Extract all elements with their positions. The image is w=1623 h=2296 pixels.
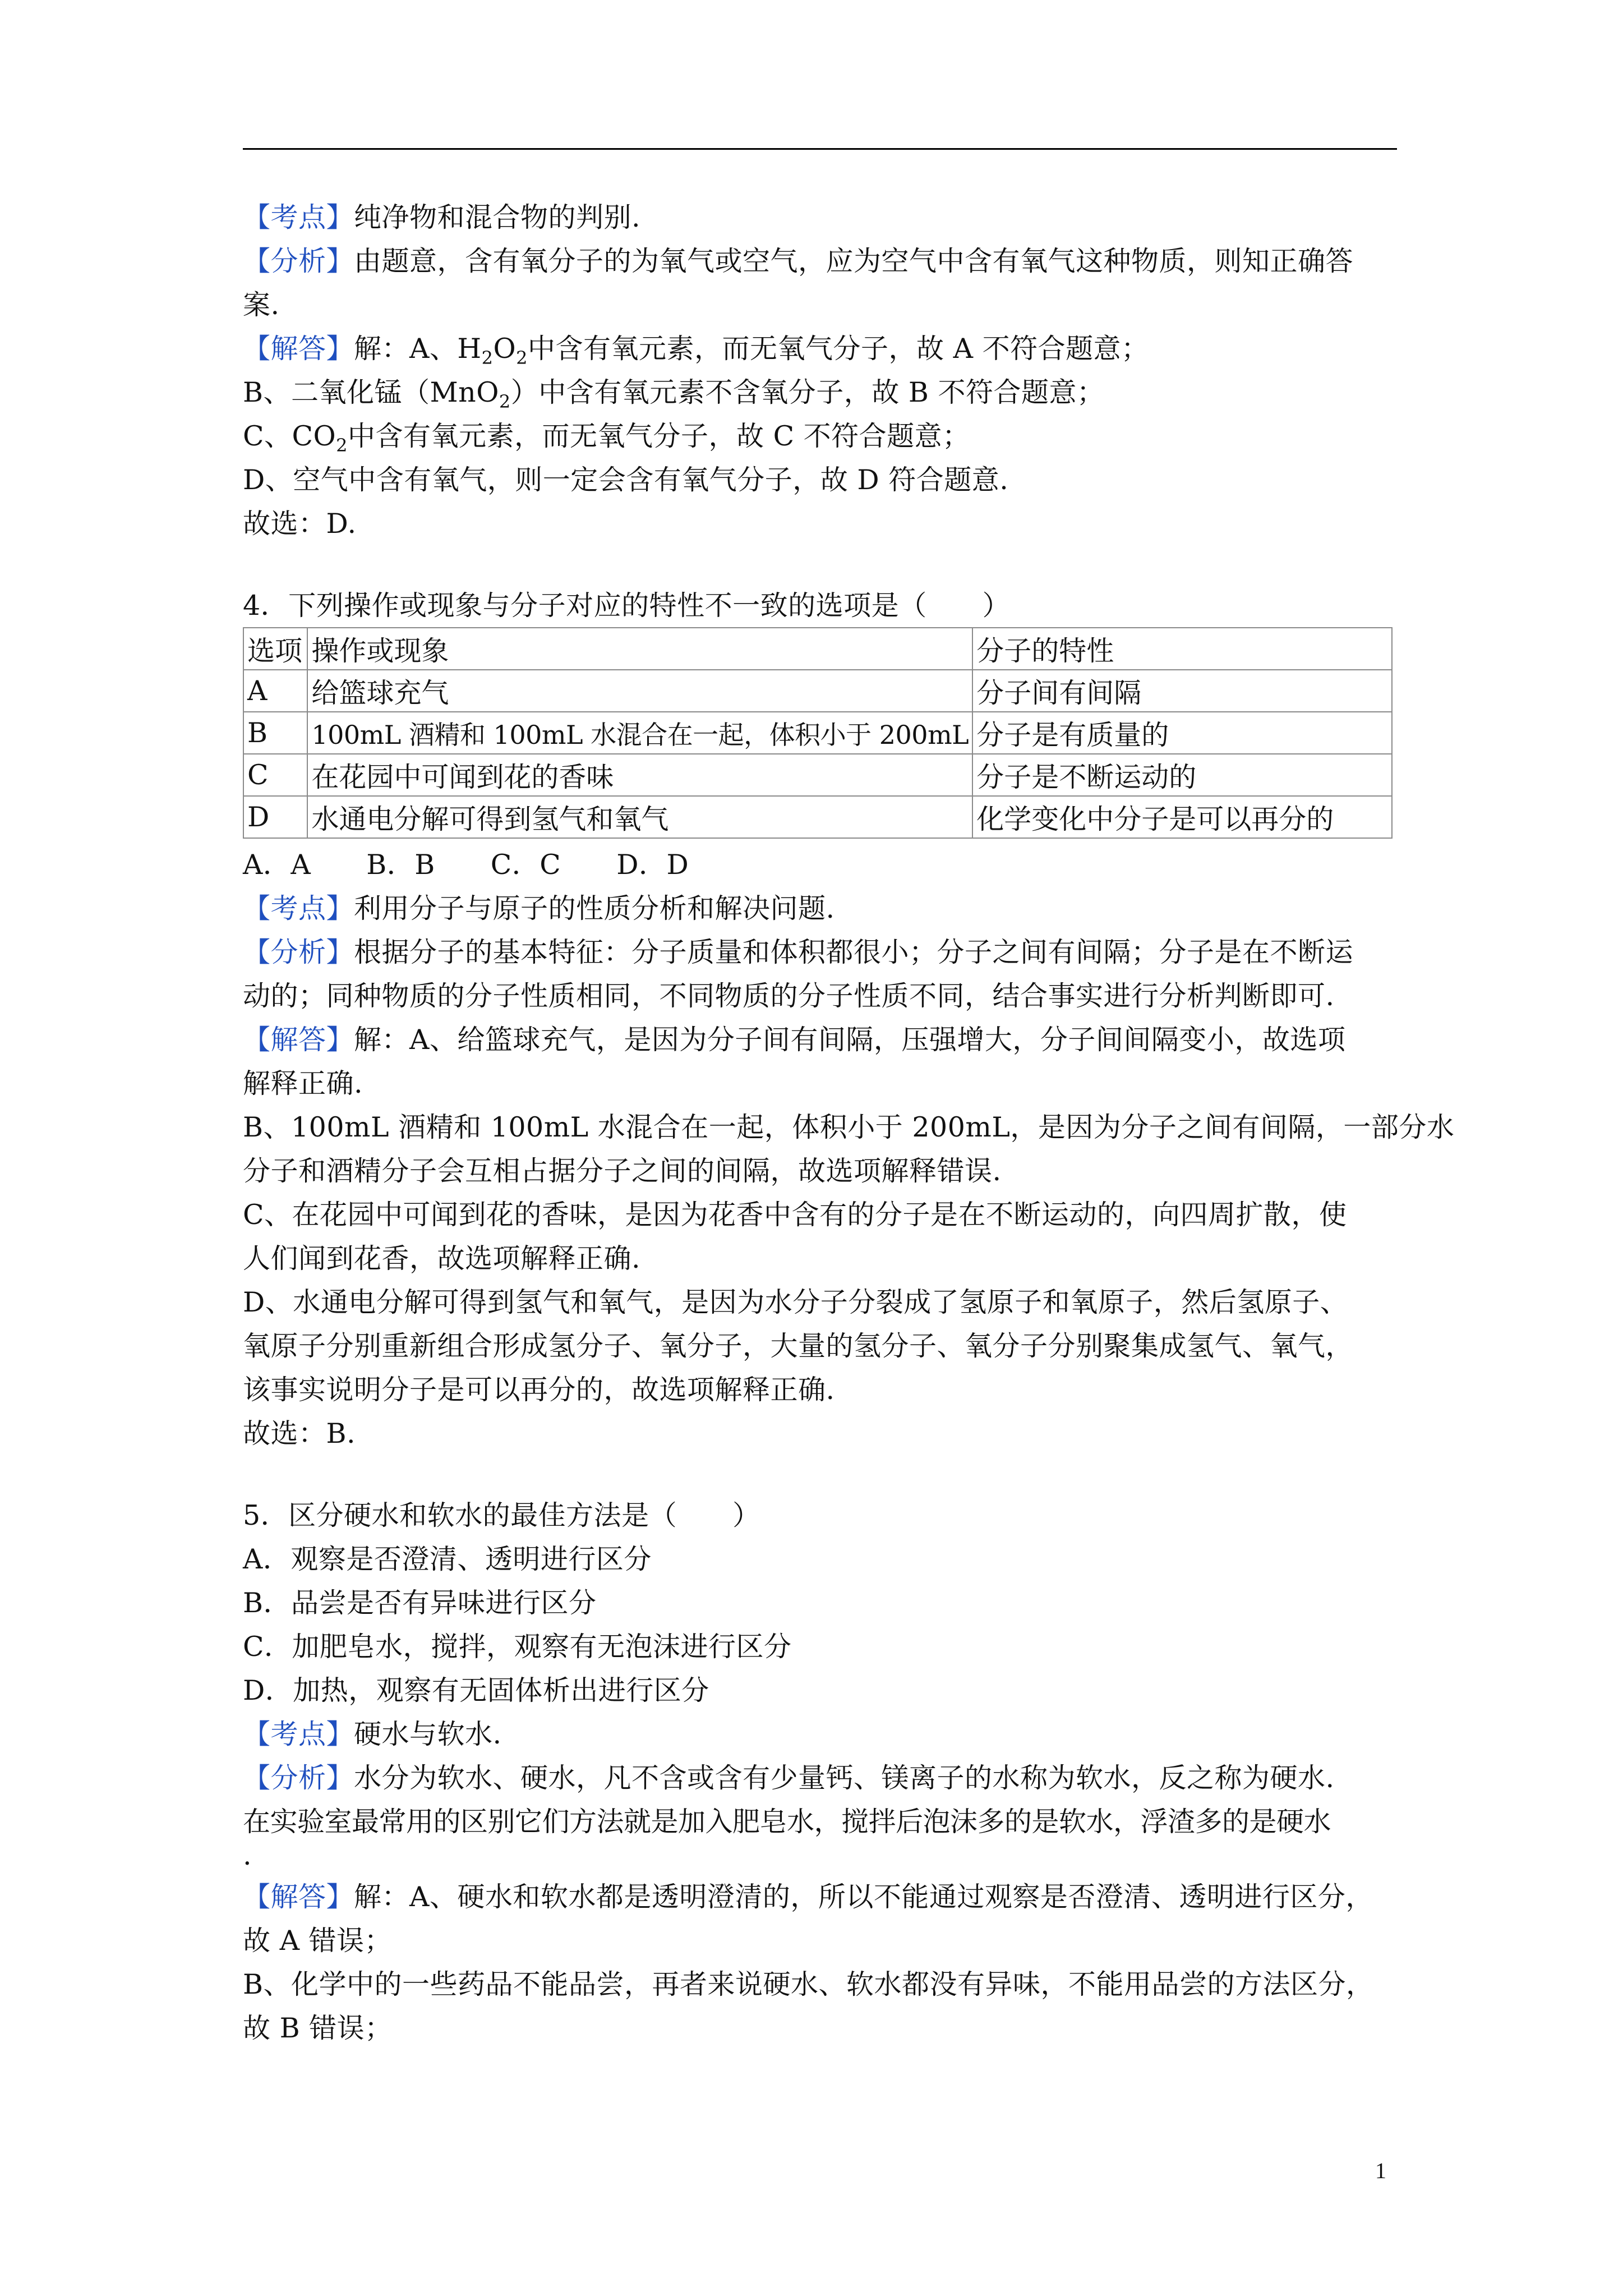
kaodian-tag: 【考点】: [243, 201, 354, 233]
table-cell: A: [243, 670, 307, 712]
jieda-tag: 【解答】: [243, 1881, 354, 1913]
table-row: [243, 754, 1392, 796]
q4-answer: 故选：B.: [243, 1418, 356, 1450]
q4-option-b-explanation: B、100mL 酒精和 100mL 水混合在一起，体积小于 200mL，是因为分子之间有间隔，一部分水: [243, 1111, 1455, 1143]
table-header-cell: 操作或现象: [307, 628, 972, 670]
q3-kaodian-line: [243, 196, 640, 239]
table-header-row: [243, 628, 1392, 670]
kaodian-tag: 【考点】: [243, 1718, 354, 1750]
q5-question: 5．区分硬水和软水的最佳方法是（ ）: [243, 1499, 760, 1531]
q4-table: [243, 627, 1393, 839]
q5-fenxi-line-2: 在实验室最常用的区别它们方法就是加入肥皂水，搅拌后泡沫多的是软水，浮渣多的是硬水: [243, 1806, 1331, 1838]
q5-jieda-line-2: 故 A 错误；: [243, 1925, 393, 1957]
q5-jieda-line: 【解答】解：A、硬水和软水都是透明澄清的，所以不能通过观察是否澄清、透明进行区分，: [243, 1881, 1373, 1913]
q4-kaodian-line: 【考点】利用分子与原子的性质分析和解决问题.: [243, 892, 835, 924]
table-cell: 给篮球充气: [307, 670, 972, 712]
table-header-cell: 分子的特性: [972, 628, 1392, 670]
table-cell: 100mL 酒精和 100mL 水混合在一起，体积小于 200mL: [307, 712, 972, 754]
q3-jieda-line: 【解答】解：A、$H_2O_2$中含有氧元素，而无氧气分子，故 A 不符合题意；: [243, 333, 1149, 369]
table-row: [243, 670, 1392, 712]
q4-option-d-explanation: D、水通电分解可得到氢气和氧气，是因为水分子分裂成了氢原子和氧原子，然后氢原子、: [243, 1286, 1348, 1318]
q3-answer: 故选：D.: [243, 508, 357, 540]
page-number: 1: [1375, 2158, 1386, 2183]
q4-option-b-explanation-2: 分子和酒精分子会互相占据分子之间的间隔，故选项解释错误.: [243, 1155, 1002, 1187]
jieda-tag: 【解答】: [243, 1024, 354, 1056]
table-cell: 化学变化中分子是可以再分的: [972, 796, 1392, 838]
q5-option-b-explanation: B、化学中的一些药品不能品尝，再者来说硬水、软水都没有异味，不能用品尝的方法区分，: [243, 1968, 1374, 2000]
q5-option-d: D．加热，观察有无固体析出进行区分: [243, 1674, 709, 1706]
table-cell: B: [243, 712, 307, 754]
q4-option-d-explanation-2: 氧原子分别重新组合形成氢分子、氧分子，大量的氢分子、氧分子分别聚集成氢气、氧气，: [243, 1330, 1354, 1362]
q4-option-c-explanation-2: 人们闻到花香，故选项解释正确.: [243, 1243, 641, 1274]
q4-option-c-explanation: C、在花园中可闻到花的香味，是因为花香中含有的分子是在不断运动的，向四周扩散，使: [243, 1199, 1347, 1231]
table-row: [243, 712, 1392, 754]
q5-option-b-explanation-2: 故 B 错误；: [243, 2012, 393, 2044]
table-cell: 分子是有质量的: [972, 712, 1392, 754]
fenxi-tag: 【分析】: [243, 936, 354, 968]
fenxi-text: 由题意，含有氧分子的为氧气或空气，应为空气中含有氧气这种物质，则知正确答: [354, 245, 1354, 277]
kaodian-text: 纯净物和混合物的判别.: [354, 201, 641, 233]
table-cell: 分子是不断运动的: [972, 754, 1392, 796]
header-rule: [243, 148, 1397, 150]
table-cell: D: [243, 796, 307, 838]
q3-option-c-explanation: C、$CO_2$中含有氧元素，而无氧气分子，故 C 不符合题意；: [243, 420, 970, 456]
table-header-cell: 选项: [243, 628, 307, 670]
fenxi-tag: 【分析】: [243, 1762, 354, 1794]
table-cell: 水通电分解可得到氢气和氧气: [307, 796, 972, 838]
fenxi-tag: 【分析】: [243, 245, 354, 277]
q4-jieda-line: 【解答】解：A、给篮球充气，是因为分子间有间隔，压强增大，分子间间隔变小，故选项: [243, 1024, 1346, 1056]
kaodian-tag: 【考点】: [243, 892, 354, 924]
q3-fenxi-line: [243, 240, 1353, 283]
q5-fenxi-line: 【分析】水分为软水、硬水，凡不含或含有少量钙、镁离子的水称为软水，反之称为硬水.: [243, 1762, 1335, 1794]
q3-option-b-explanation: B、二氧化锰（MnO$_2$）中含有氧元素不含氧分子，故 B 不符合题意；: [243, 376, 1105, 412]
q3-fenxi-line-2: 案.: [243, 289, 280, 321]
q4-option-d-explanation-3: 该事实说明分子是可以再分的，故选项解释正确.: [243, 1374, 835, 1406]
table-cell: C: [243, 754, 307, 796]
q4-fenxi-line-2: 动的；同种物质的分子性质相同，不同物质的分子性质不同，结合事实进行分析判断即可.: [243, 980, 1335, 1012]
jieda-tag: 【解答】: [243, 333, 354, 365]
q5-fenxi-line-3: .: [243, 1839, 252, 1871]
q4-fenxi-line: 【分析】根据分子的基本特征：分子质量和体积都很小；分子之间有间隔；分子是在不断运: [243, 936, 1354, 968]
table-cell: 在花园中可闻到花的香味: [307, 754, 972, 796]
table-row: [243, 796, 1392, 838]
q5-option-c: C．加肥皂水，搅拌，观察有无泡沫进行区分: [243, 1631, 792, 1663]
q4-options: A．A B．B C．C D．D: [243, 849, 689, 881]
q4-question: 4．下列操作或现象与分子对应的特性不一致的选项是（ ）: [243, 590, 1011, 622]
table-cell: 分子间有间隔: [972, 670, 1392, 712]
q5-kaodian-line: 【考点】硬水与软水.: [243, 1718, 502, 1750]
q3-option-d-explanation: D、空气中含有氧气，则一定会含有氧气分子，故 D 符合题意.: [243, 464, 1009, 496]
q5-option-b: B．品尝是否有异味进行区分: [243, 1587, 597, 1619]
q4-jieda-line-2: 解释正确.: [243, 1068, 363, 1099]
q5-option-a: A．观察是否澄清、透明进行区分: [243, 1543, 652, 1575]
